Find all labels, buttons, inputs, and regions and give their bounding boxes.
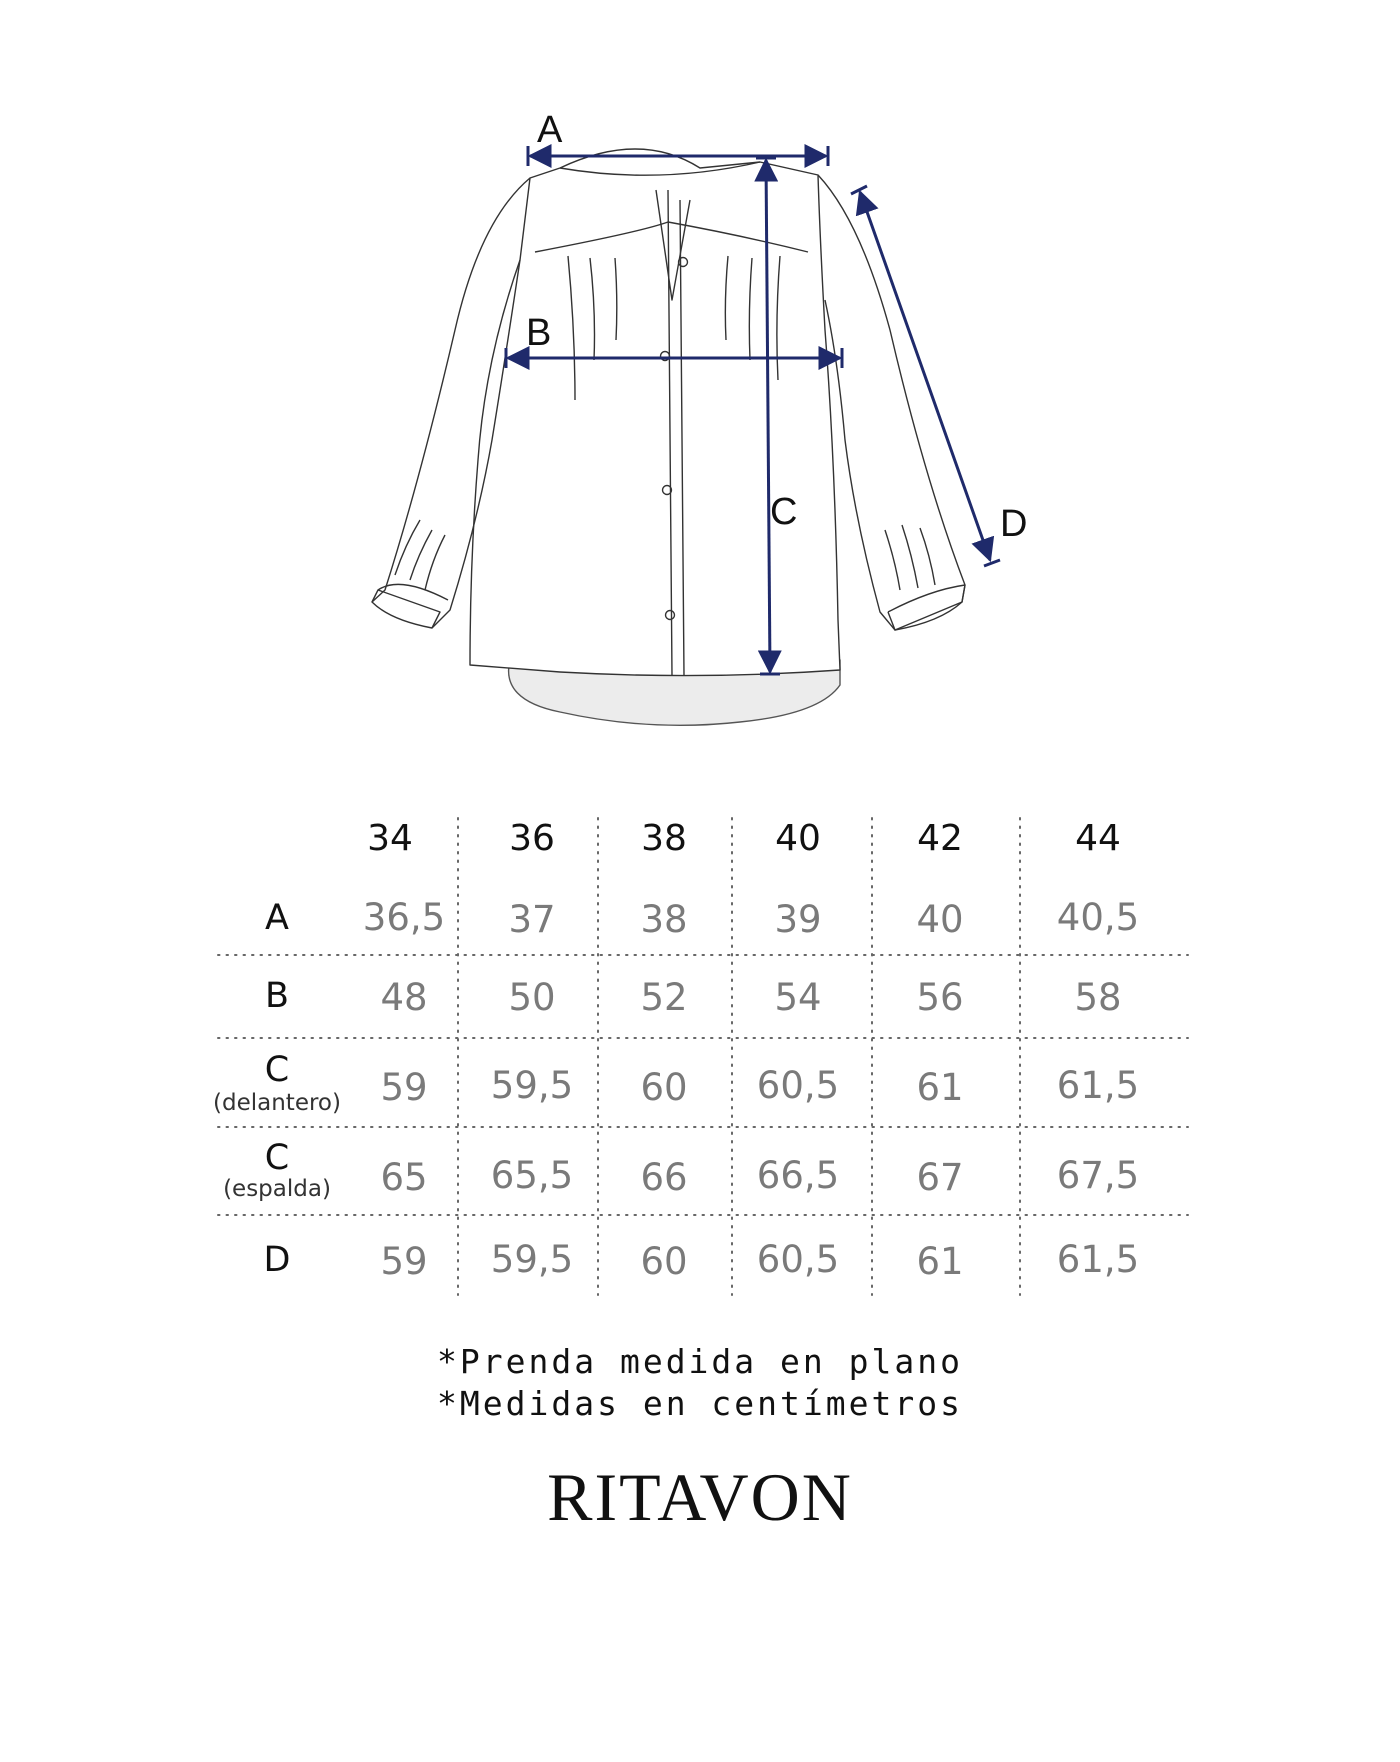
label-d: D xyxy=(1000,503,1028,545)
table-cell: 67 xyxy=(916,1156,964,1199)
table-cell: 59,5 xyxy=(490,1238,574,1281)
size-header: 36 xyxy=(509,818,555,859)
table-cell: 65,5 xyxy=(490,1154,574,1197)
table-cell: 38 xyxy=(640,898,688,941)
table-cell: 50 xyxy=(508,976,556,1019)
arrow-d-cap-bottom xyxy=(984,560,1000,566)
row-label: A xyxy=(265,898,289,938)
table-cell: 65 xyxy=(380,1156,428,1199)
row-label: B xyxy=(264,976,290,1016)
row-label: C xyxy=(264,1050,290,1090)
table-cell: 40,5 xyxy=(1056,896,1140,939)
table-cell: 59 xyxy=(380,1240,428,1283)
size-header: 40 xyxy=(775,818,821,859)
row-label: C xyxy=(264,1138,290,1178)
table-cell: 61,5 xyxy=(1056,1238,1140,1281)
table-cell: 56 xyxy=(916,976,964,1019)
row-label: D xyxy=(263,1240,291,1280)
table-cell: 39 xyxy=(774,898,822,941)
note-flat-measure: *Prenda medida en plano xyxy=(437,1342,963,1381)
table-cell: 61,5 xyxy=(1056,1064,1140,1107)
size-header: 44 xyxy=(1075,818,1121,859)
table-dividers xyxy=(218,818,1188,1295)
table-cell: 58 xyxy=(1074,976,1122,1019)
table-cell: 67,5 xyxy=(1056,1154,1140,1197)
table-cell: 52 xyxy=(640,976,688,1019)
table-cell: 36,5 xyxy=(362,896,446,939)
table-cell: 59,5 xyxy=(490,1064,574,1107)
blouse-body xyxy=(470,149,840,676)
right-sleeve-gathers xyxy=(885,525,935,590)
table-cell: 61 xyxy=(916,1240,964,1283)
table-cell: 48 xyxy=(380,976,428,1019)
row-sublabel: (delantero) xyxy=(213,1090,341,1116)
table-cell: 37 xyxy=(508,898,556,941)
right-cuff xyxy=(888,585,965,630)
size-header: 38 xyxy=(641,818,687,859)
table-cell: 60 xyxy=(640,1066,688,1109)
label-a: A xyxy=(537,109,563,151)
row-sublabel: (espalda) xyxy=(223,1176,331,1202)
table-cell: 54 xyxy=(774,976,822,1019)
arrow-d xyxy=(860,192,990,560)
table-cell: 59 xyxy=(380,1066,428,1109)
table-cell: 66,5 xyxy=(756,1154,840,1197)
table-cell: 60 xyxy=(640,1240,688,1283)
table-cell: 66 xyxy=(640,1156,688,1199)
table-cell: 60,5 xyxy=(756,1238,840,1281)
table-cell: 40 xyxy=(916,898,964,941)
table-cell: 61 xyxy=(916,1066,964,1109)
size-header: 42 xyxy=(917,818,963,859)
note-units: *Medidas en centímetros xyxy=(437,1384,963,1423)
label-c: C xyxy=(770,491,798,533)
right-sleeve xyxy=(818,175,965,630)
size-header: 34 xyxy=(367,818,413,859)
label-b: B xyxy=(526,312,552,354)
table-cell: 60,5 xyxy=(756,1064,840,1107)
brand-logo: RITAVON xyxy=(547,1459,853,1535)
